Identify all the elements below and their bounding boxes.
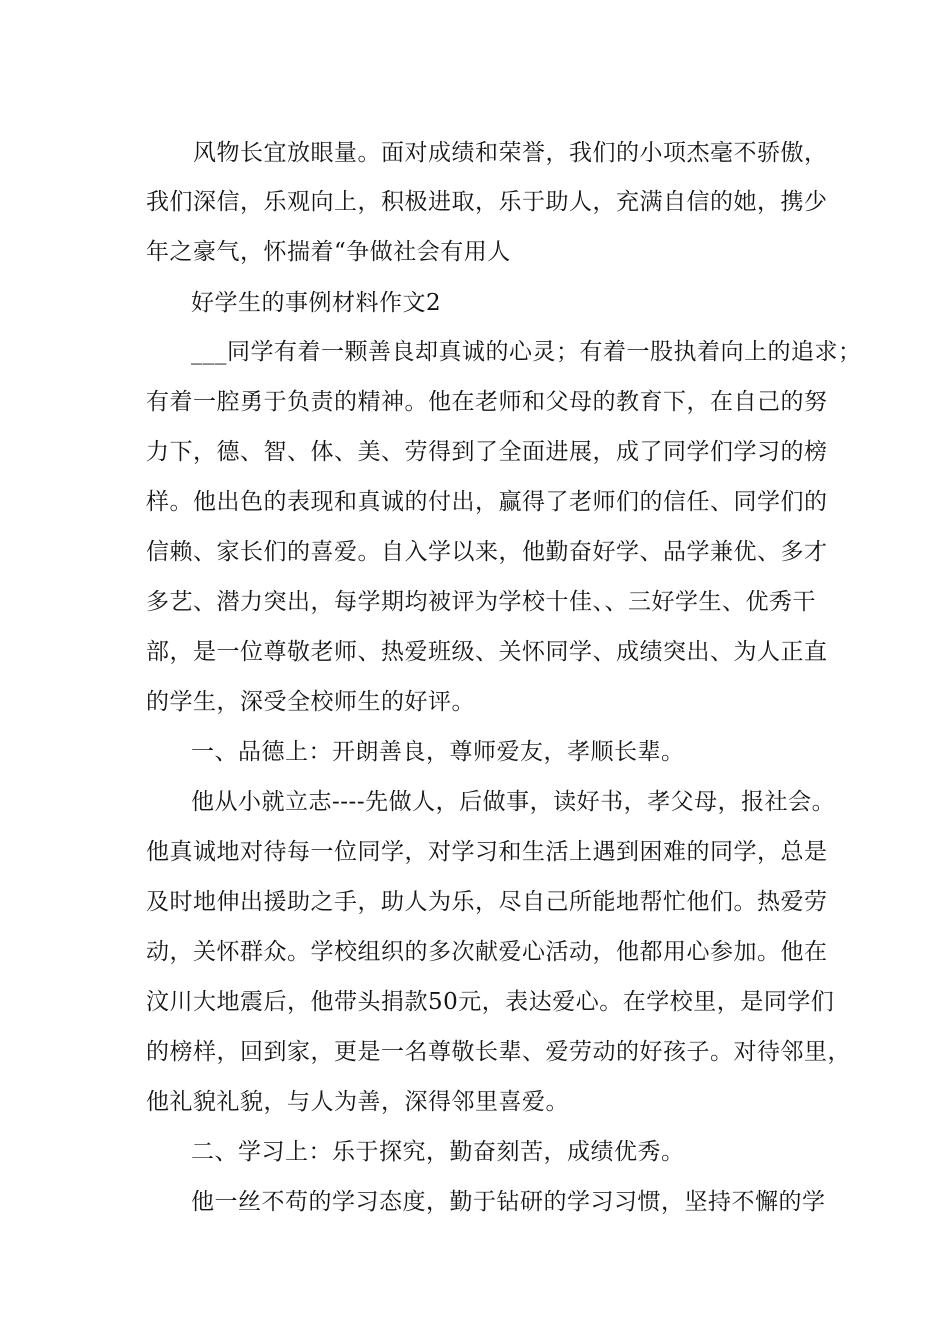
text-line: 力下，德、智、体、美、劳得到了全面进展，成了同学们学习的榜 — [146, 439, 828, 465]
text-line: 的学生，深受全校师生的好评。 — [146, 689, 475, 715]
text-line: 我们深信，乐观向上，积极进取，乐于助人，充满自信的她，携少 — [146, 189, 828, 215]
text-line: 部，是一位尊敬老师、热爱班级、关怀同学、成绩突出、为人正直 — [146, 639, 828, 665]
text-line: 信赖、家长们的喜爱。自入学以来，他勤奋好学、品学兼优、多才 — [146, 539, 828, 565]
text-line: 他一丝不苟的学习态度，勤于钻研的学习习惯，坚持不懈的学 — [191, 1189, 826, 1215]
text-line: 的榜样，回到家，更是一名尊敬长辈、爱劳动的好孩子。对待邻里， — [146, 1039, 851, 1065]
section-heading: 二、学习上：乐于探究，勤奋刻苦，成绩优秀。 — [191, 1139, 685, 1165]
text-line: 汶川大地震后，他带头捐款50元，表达爱心。在学校里，是同学们 — [146, 989, 835, 1015]
text-line: 他真诚地对待每一位同学，对学习和生活上遇到困难的同学，总是 — [146, 839, 828, 865]
text-line: 及时地伸出援助之手，助人为乐，尽自己所能地帮忙他们。热爱劳 — [146, 889, 828, 915]
text-line: 样。他出色的表现和真诚的付出，赢得了老师们的信任、同学们的 — [146, 489, 828, 515]
section-title: 好学生的事例材料作文2 — [191, 290, 442, 316]
text-line: ___同学有着一颗善良却真诚的心灵；有着一股执着向上的追求； — [191, 339, 862, 365]
text-line: 多艺、潜力突出，每学期均被评为学校十佳、、三好学生、优秀干 — [146, 589, 816, 615]
section-heading: 一、品德上：开朗善良，尊师爱友，孝顺长辈。 — [191, 739, 685, 765]
text-line: 年之豪气，怀揣着“争做社会有用人 — [146, 239, 511, 265]
text-line: 风物长宜放眼量。面对成绩和荣誉，我们的小项杰毫不骄傲， — [193, 140, 828, 166]
text-line: 他礼貌礼貌，与人为善，深得邻里喜爱。 — [146, 1089, 569, 1115]
text-line: 他从小就立志----先做人，后做事，读好书，孝父母，报社会。 — [191, 789, 836, 815]
text-line: 动，关怀群众。学校组织的多次献爱心活动，他都用心参加。他在 — [146, 939, 828, 965]
text-line: 有着一腔勇于负责的精神。他在老师和父母的教育下，在自己的努 — [146, 389, 828, 415]
